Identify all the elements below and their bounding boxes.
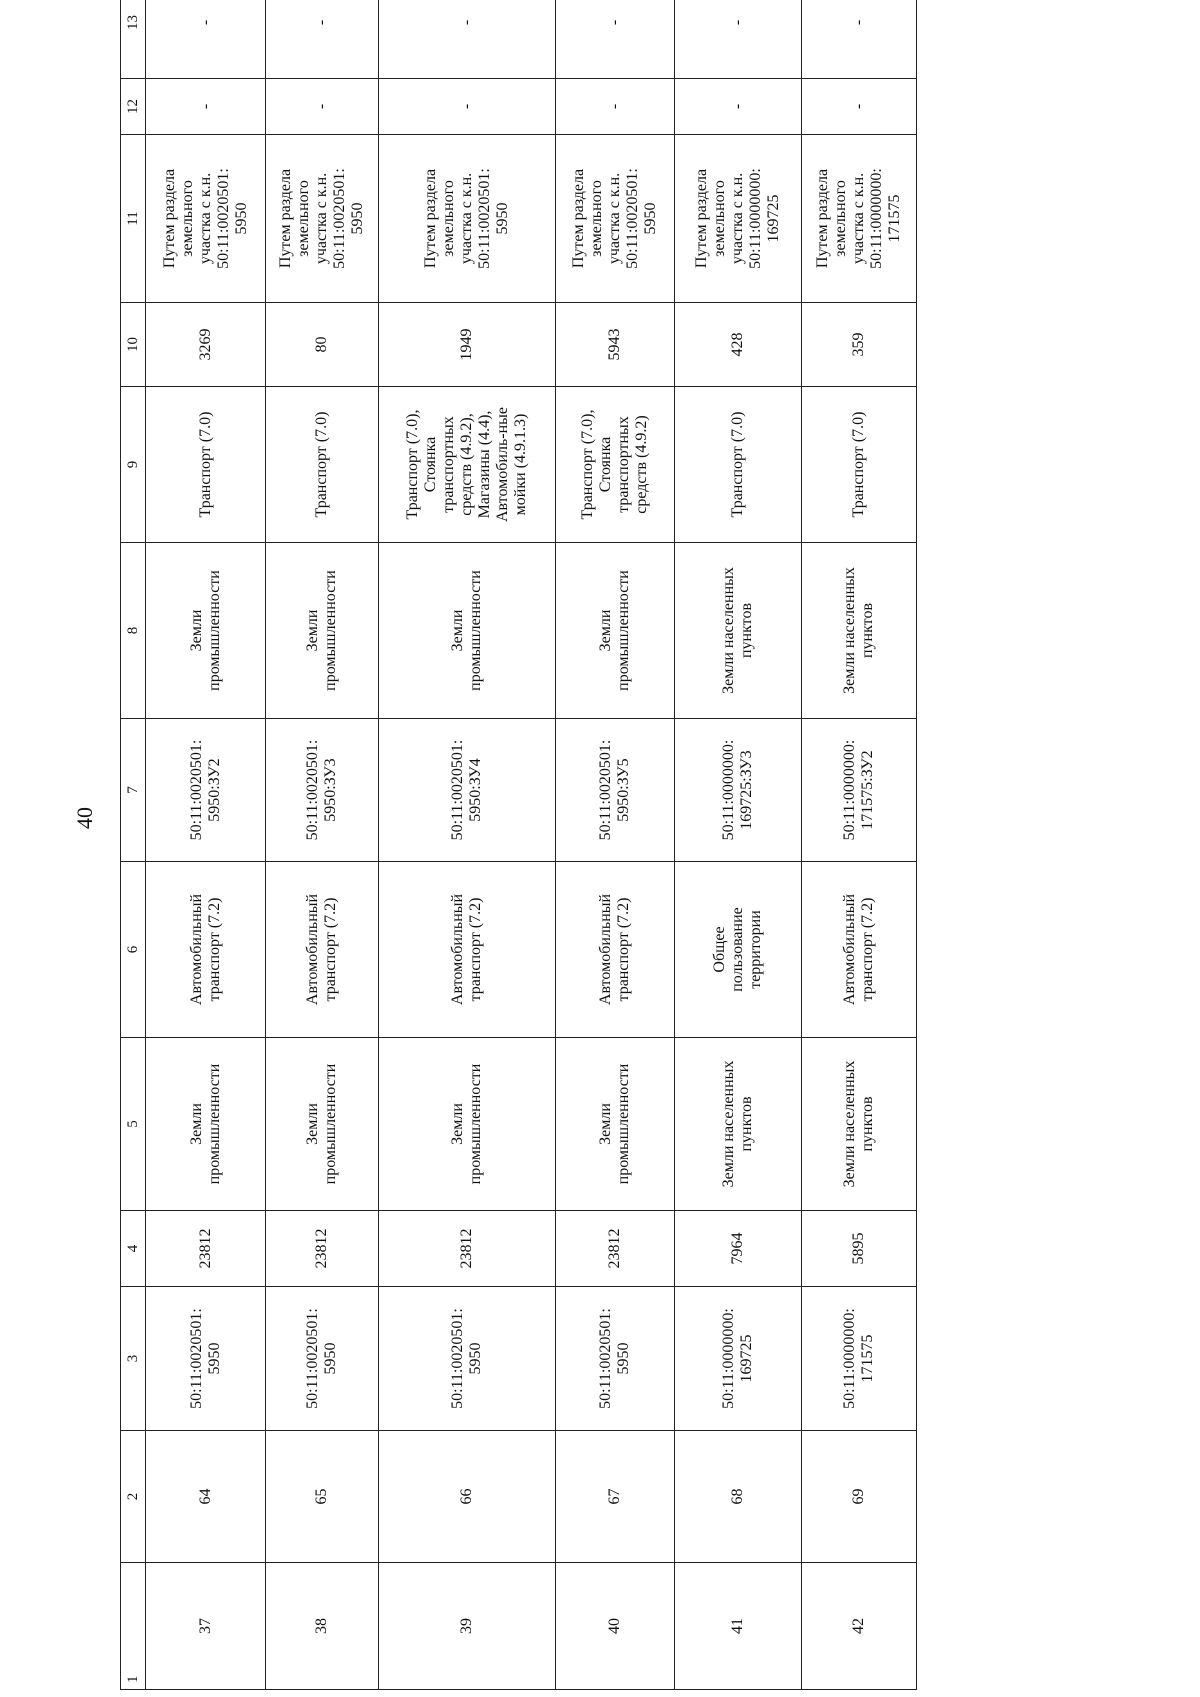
table-cell-col5: Земли промышленности [146, 1038, 266, 1211]
table-cell-col9: Транспорт (7.0), Стоянка транспортных средств (4.9.2), Магазины (4.4), Автомобиль-ные мойки (4.9.1.3) [378, 387, 555, 543]
column-number-10: 10 [121, 303, 146, 387]
column-number-11: 11 [121, 135, 146, 303]
table-cell-col2: 68 [674, 1431, 802, 1563]
table-cell-col5: Земли населенных пунктов [674, 1038, 802, 1211]
table-cell-col10: 1949 [378, 303, 555, 387]
table-cell-col6: Автомобильный транспорт (7.2) [802, 862, 917, 1038]
table-cell-col10: 3269 [146, 303, 266, 387]
table-cell-col6: Автомобильный транспорт (7.2) [378, 862, 555, 1038]
table-cell-col8: Земли промышленности [378, 543, 555, 719]
table-cell-col11: Путем раздела земельного участка с к.н. 50:11:0000000: 169725 [674, 135, 802, 303]
table-cell-col1: 40 [555, 1563, 674, 1690]
table-cell-col2: 66 [378, 1431, 555, 1563]
table-cell-col13: - [146, 0, 266, 79]
table-body [121, 0, 917, 1690]
table-cell-col3: 50:11:0020501: 5950 [266, 1287, 378, 1431]
table-cell-col4: 23812 [378, 1211, 555, 1287]
table-cell-col1: 38 [266, 1563, 378, 1690]
table-cell-col4: 7964 [674, 1211, 802, 1287]
table-cell-col11: Путем раздела земельного участка с к.н. 50:11:0020501: 5950 [266, 135, 378, 303]
table-cell-col7: 50:11:0020501: 5950:ЗУ2 [146, 719, 266, 862]
table-cell-col11: Путем раздела земельного участка с к.н. 50:11:0020501: 5950 [378, 135, 555, 303]
table-cell-col10: 80 [266, 303, 378, 387]
table-cell-col11: Путем раздела земельного участка с к.н. 50:11:0020501: 5950 [555, 135, 674, 303]
table-cell-col1: 37 [146, 1563, 266, 1690]
table-cell-col8: Земли промышленности [555, 543, 674, 719]
table-cell-col13: - [266, 0, 378, 79]
column-number-4: 4 [121, 1211, 146, 1287]
table-cell-col5: Земли населенных пунктов [802, 1038, 917, 1211]
land-plots-table [120, 0, 917, 1690]
table-cell-col6: Автомобильный транспорт (7.2) [266, 862, 378, 1038]
column-number-7: 7 [121, 719, 146, 862]
table-cell-col9: Транспорт (7.0) [802, 387, 917, 543]
table-cell-col12: - [802, 79, 917, 135]
table-cell-col8: Земли населенных пунктов [802, 543, 917, 719]
table-cell-col10: 359 [802, 303, 917, 387]
table-cell-col10: 5943 [555, 303, 674, 387]
table-cell-col12: - [146, 79, 266, 135]
table-cell-col12: - [555, 79, 674, 135]
table-cell-col2: 67 [555, 1431, 674, 1563]
table-cell-col9: Транспорт (7.0) [674, 387, 802, 543]
table-cell-col11: Путем раздела земельного участка с к.н. 50:11:0020501: 5950 [146, 135, 266, 303]
column-number-1: 1 [121, 1563, 146, 1690]
table-cell-col9: Транспорт (7.0) [146, 387, 266, 543]
table-cell-col7: 50:11:0020501: 5950:ЗУ4 [378, 719, 555, 862]
table-cell-col4: 23812 [266, 1211, 378, 1287]
table-cell-col13: - [674, 0, 802, 79]
table-cell-col2: 65 [266, 1431, 378, 1563]
column-number-9: 9 [121, 387, 146, 543]
column-number-3: 3 [121, 1287, 146, 1431]
table-row [674, 0, 802, 1690]
table-row [146, 0, 266, 1690]
table-cell-col5: Земли промышленности [266, 1038, 378, 1211]
table-cell-col4: 23812 [146, 1211, 266, 1287]
column-number-8: 8 [121, 543, 146, 719]
table-cell-col12: - [378, 79, 555, 135]
table-row [555, 0, 674, 1690]
table-cell-col12: - [266, 79, 378, 135]
table-cell-col11: Путем раздела земельного участка с к.н. 50:11:0000000: 171575 [802, 135, 917, 303]
table-cell-col7: 50:11:0000000: 171575:ЗУ2 [802, 719, 917, 862]
table-cell-col13: - [802, 0, 917, 79]
table-cell-col7: 50:11:0020501: 5950:ЗУ5 [555, 719, 674, 862]
column-number-6: 6 [121, 862, 146, 1038]
table-cell-col13: - [378, 0, 555, 79]
table-cell-col2: 64 [146, 1431, 266, 1563]
table-cell-col12: - [674, 79, 802, 135]
table-cell-col8: Земли промышленности [146, 543, 266, 719]
table-cell-col9: Транспорт (7.0), Стоянка транспортных средств (4.9.2) [555, 387, 674, 543]
rotated-table-wrapper [120, 15, 917, 1690]
column-number-2: 2 [121, 1431, 146, 1563]
column-number-13: 13 [121, 0, 146, 79]
table-cell-col1: 41 [674, 1563, 802, 1690]
table-cell-col9: Транспорт (7.0) [266, 387, 378, 543]
column-number-5: 5 [121, 1038, 146, 1211]
table-cell-col3: 50:11:0020501: 5950 [378, 1287, 555, 1431]
column-number-row [121, 0, 146, 1690]
table-cell-col3: 50:11:0000000: 169725 [674, 1287, 802, 1431]
table-cell-col7: 50:11:0020501: 5950:ЗУ3 [266, 719, 378, 862]
table-cell-col1: 39 [378, 1563, 555, 1690]
table-cell-col7: 50:11:0000000: 169725:ЗУ3 [674, 719, 802, 862]
table-cell-col5: Земли промышленности [378, 1038, 555, 1211]
table-cell-col8: Земли населенных пунктов [674, 543, 802, 719]
column-number-12: 12 [121, 79, 146, 135]
table-cell-col3: 50:11:0020501: 5950 [146, 1287, 266, 1431]
table-cell-col10: 428 [674, 303, 802, 387]
table-row [802, 0, 917, 1690]
table-cell-col4: 5895 [802, 1211, 917, 1287]
table-cell-col8: Земли промышленности [266, 543, 378, 719]
table-cell-col3: 50:11:0000000: 171575 [802, 1287, 917, 1431]
page-number: 40 [72, 807, 97, 829]
table-cell-col6: Общее пользование территории [674, 862, 802, 1038]
table-cell-col6: Автомобильный транспорт (7.2) [555, 862, 674, 1038]
table-row [266, 0, 378, 1690]
table-cell-col1: 42 [802, 1563, 917, 1690]
table-cell-col2: 69 [802, 1431, 917, 1563]
table-cell-col6: Автомобильный транспорт (7.2) [146, 862, 266, 1038]
table-row [378, 0, 555, 1690]
table-cell-col3: 50:11:0020501: 5950 [555, 1287, 674, 1431]
table-cell-col13: - [555, 0, 674, 79]
table-cell-col5: Земли промышленности [555, 1038, 674, 1211]
table-cell-col4: 23812 [555, 1211, 674, 1287]
